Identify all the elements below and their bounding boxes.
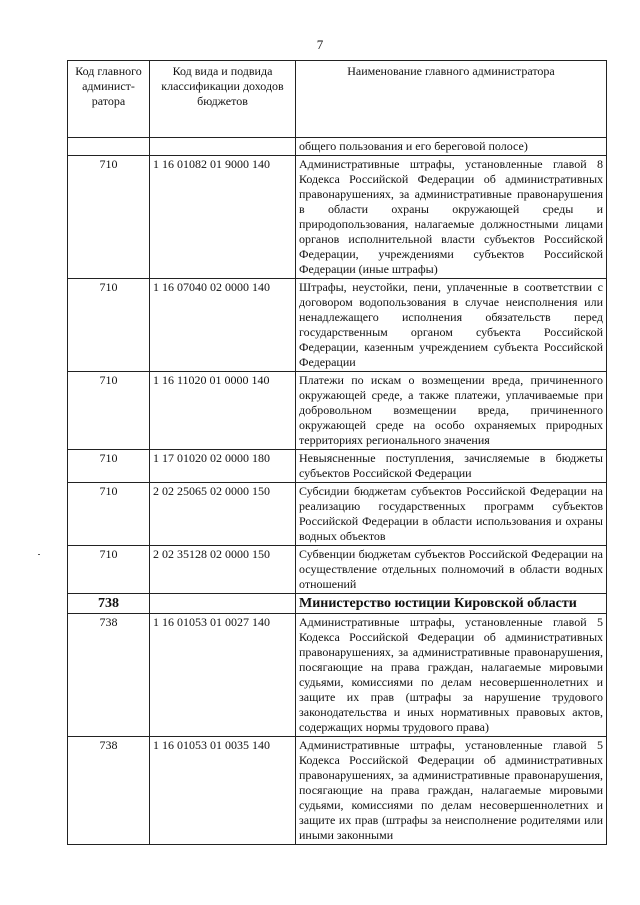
admin-name-cell: Платежи по искам о возмещении вреда, причиненного окружающей среде, а также платежи, уплачиваемые при добровольном возмещении вреда, причиненного окружающей среде на особо охраняемых природных территориях регионального значения — [296, 372, 607, 450]
admin-code-cell: 710 — [68, 546, 150, 594]
table-header-row — [68, 61, 607, 138]
admin-code-cell: 738 — [68, 737, 150, 845]
admin-code-cell: 710 — [68, 279, 150, 372]
table-row — [68, 156, 607, 279]
kbk-cell — [150, 138, 296, 156]
admin-code-cell: 710 — [68, 483, 150, 546]
section-admin-code: 738 — [68, 594, 150, 614]
kbk-cell: 1 16 01053 01 0035 140 — [150, 737, 296, 845]
admin-name-cell: общего пользования и его береговой полосе) — [296, 138, 607, 156]
page-number: 7 — [316, 37, 324, 52]
table-row — [68, 737, 607, 845]
kbk-cell: 1 17 01020 02 0000 180 — [150, 450, 296, 483]
kbk-cell: 1 16 01053 01 0027 140 — [150, 614, 296, 737]
header-admin-code: Код главного админист-ратора — [68, 61, 150, 138]
admin-name-cell: Административные штрафы, установленные главой 8 Кодекса Российской Федерации об административных правонарушениях, за административные правонарушения в области охраны окружающей среды и природопользования, налагаемые должностными лицами органов исполнительной власти субъектов Российской Федерации, учреждениями субъектов Российской Федерации (иные штрафы) — [296, 156, 607, 279]
section-header-row — [68, 594, 607, 614]
admin-name-cell: Административные штрафы, установленные главой 5 Кодекса Российской Федерации об административных правонарушениях, за административные правонарушения, посягающие на права граждан, налагаемые мировыми судьями, комиссиями по делам несовершеннолетних и защите их прав (штрафы за нарушение трудового законодательства и иных нормативных правовых актов, содержащих нормы трудового права) — [296, 614, 607, 737]
admin-code-cell — [68, 138, 150, 156]
admin-code-cell: 710 — [68, 156, 150, 279]
admin-name-cell: Административные штрафы, установленные главой 5 Кодекса Российской Федерации об административных правонарушениях, за административные правонарушения, посягающие на права граждан, налагаемые мировыми судьями, комиссиями по делам несовершеннолетних и защите их прав (штрафы за неисполнение родителями или иными законными — [296, 737, 607, 845]
table-row — [68, 614, 607, 737]
header-kbk: Код вида и подвида классификации доходов бюджетов — [150, 61, 296, 138]
table-row — [68, 279, 607, 372]
section-kbk-empty — [150, 594, 296, 614]
scan-artifact — [38, 554, 40, 555]
admin-name-cell: Невыясненные поступления, зачисляемые в бюджеты субъектов Российской Федерации — [296, 450, 607, 483]
admin-name-cell: Штрафы, неустойки, пени, уплаченные в соответствии с договором водопользования в случае неисполнения или ненадлежащего исполнения обязательств перед государственным органом субъекта Российской Федерации, казенным учреждением субъекта Российской Федерации — [296, 279, 607, 372]
kbk-cell: 1 16 07040 02 0000 140 — [150, 279, 296, 372]
header-admin-name: Наименование главного администратора — [296, 61, 607, 138]
admin-code-cell: 710 — [68, 372, 150, 450]
table-row — [68, 450, 607, 483]
section-admin-title: Министерство юстиции Кировской области — [296, 594, 607, 614]
kbk-cell: 1 16 01082 01 9000 140 — [150, 156, 296, 279]
table-row — [68, 546, 607, 594]
table-row — [68, 483, 607, 546]
admin-code-cell: 738 — [68, 614, 150, 737]
kbk-cell: 1 16 11020 01 0000 140 — [150, 372, 296, 450]
kbk-cell: 2 02 25065 02 0000 150 — [150, 483, 296, 546]
admin-name-cell: Субсидии бюджетам субъектов Российской Федерации на реализацию государственных программ субъектов Российской Федерации в области использования и охраны водных объектов — [296, 483, 607, 546]
table-row — [68, 372, 607, 450]
kbk-cell: 2 02 35128 02 0000 150 — [150, 546, 296, 594]
revenue-administrators-table — [67, 60, 607, 845]
table-row — [68, 138, 607, 156]
admin-code-cell: 710 — [68, 450, 150, 483]
admin-name-cell: Субвенции бюджетам субъектов Российской Федерации на осуществление отдельных полномочий в области водных отношений — [296, 546, 607, 594]
